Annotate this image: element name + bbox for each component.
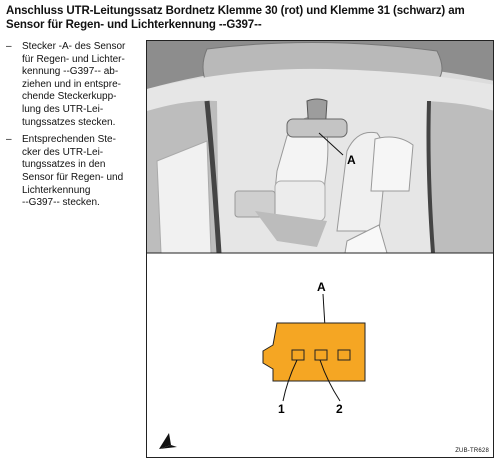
pin-label-1: 1	[278, 402, 285, 416]
instruction-step	[6, 41, 142, 129]
car-interior-photo	[147, 41, 494, 253]
step-bullet: –	[6, 134, 12, 146]
installation-figure	[146, 40, 494, 458]
callout-a-connector: A	[317, 280, 326, 294]
figure-id: ZUB-TR628	[455, 448, 489, 454]
callout-a-photo: A	[347, 153, 356, 167]
pin-label-2: 2	[336, 402, 343, 416]
instruction-steps	[6, 41, 142, 215]
step-text: Stecker -A- des Sensor für Regen- und Lichter- kennung --G397-- ab- ziehen und in entspre- chende Steckerkupp- lung des UTR-Lei- tungssatzes stecken.	[22, 41, 126, 128]
north-arrow-icon	[159, 433, 177, 449]
connector-pin-2	[315, 350, 327, 360]
connector-pin-3	[338, 350, 350, 360]
step-text: Entsprechenden Ste- cker des UTR-Lei- tungssatzes in den Sensor für Regen- und Lichterkennung --G397-- stecken.	[22, 134, 124, 209]
connector-pin-1	[292, 350, 304, 360]
step-bullet: –	[6, 41, 12, 52]
instruction-step	[6, 134, 142, 210]
page-heading: Anschluss UTR-Leitungssatz Bordnetz Klemme 30 (rot) und Klemme 31 (schwarz) am Sensor für Regen- und Lichterkennung --G397--	[6, 5, 465, 31]
figure-drawing	[147, 41, 494, 458]
